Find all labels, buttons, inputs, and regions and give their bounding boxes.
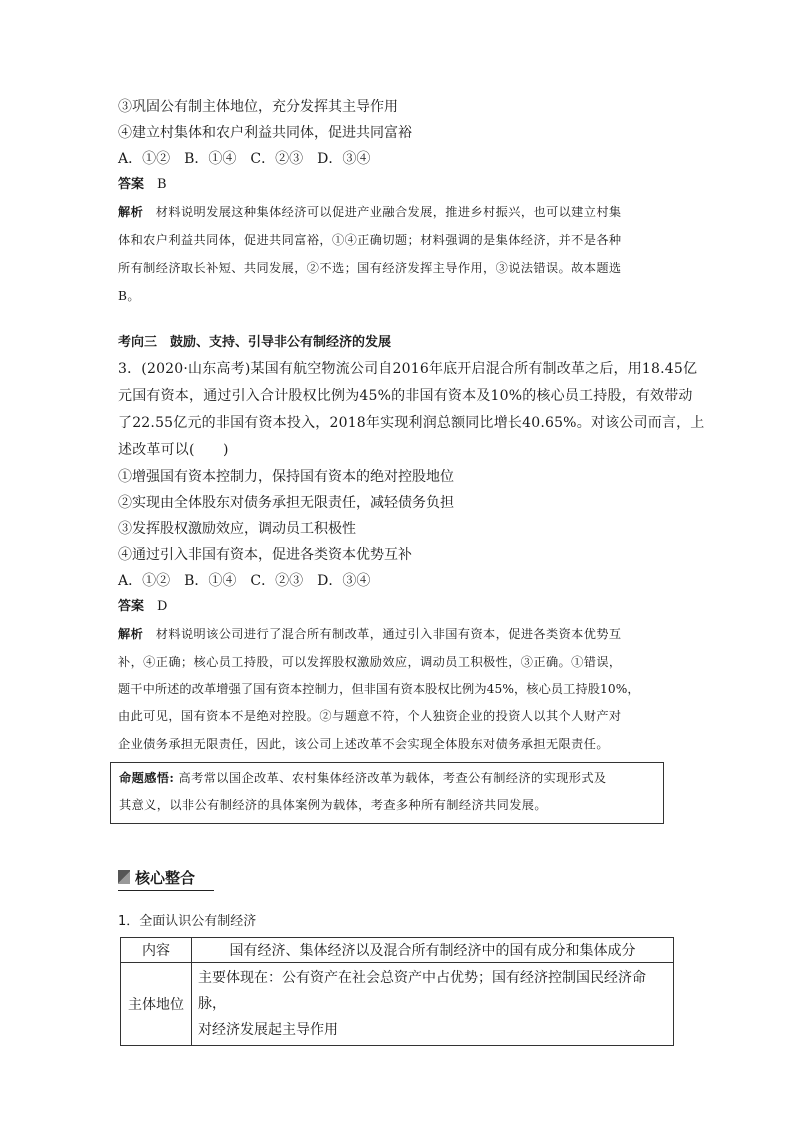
public-ownership-table [120, 937, 674, 1046]
explanation-line: 题干中所述的改革增强了国有资本控制力，但非国有资本股权比例为45%，核心员工持股10%， [118, 682, 640, 696]
table-row [121, 963, 674, 1046]
question-line: 元国有资本，通过引入合计股权比例为45%的非国有资本及10%的核心员工持股，有效带动 [118, 388, 693, 404]
question-option: ①增强国有资本控制力，保持国有资本的绝对控股地位 [118, 469, 454, 485]
answer-row [118, 172, 678, 198]
table-cell: 主要体现在：公有资产在社会总资产中占优势；国有经济控制国民经济命脉， 对经济发展起主导作用 [192, 963, 674, 1046]
explanation-line: B。 [118, 289, 140, 303]
explanation-line: 由此可见，国有资本不是绝对控股。②与题意不符，个人独资企业的投资人以其个人财产对 [118, 709, 622, 723]
question-line: 述改革可以( ) [118, 442, 229, 458]
question-option: ④通过引入非国有资本，促进各类资本优势互补 [118, 547, 412, 563]
section-title: 考向三 鼓励、支持、引导非公有制经济的发展 [118, 335, 392, 350]
explanation-line: 体和农户利益共同体，促进共同富裕，①④正确切题；材料强调的是集体经济，并不是各种 [118, 233, 622, 247]
insight-line: 其意义，以非公有制经济的具体案例为载体，考查多种所有制经济共同发展。 [119, 798, 547, 812]
explanation-line: 企业债务承担无限责任，因此，该公司上述改革不会实现全体股东对债务承担无限责任。 [118, 737, 609, 751]
core-section-header [118, 864, 214, 891]
insight-label: 命题感悟: [119, 771, 175, 785]
answer-label: 答案 [118, 177, 145, 192]
explanation-label: 解析 [118, 205, 144, 219]
explanation-line: 解析 材料说明该公司进行了混合所有制改革，通过引入非国有资本，促进各类资本优势互 [118, 627, 622, 641]
core-section-title: 核心整合 [135, 868, 196, 887]
answer-choices: A．①② B．①④ C．②③ D．③④ [118, 151, 371, 167]
explanation-line: 补，④正确；核心员工持股，可以发挥股权激励效应，调动员工积极性，③正确。①错误， [118, 655, 622, 669]
answer-label: 答案 [118, 599, 145, 614]
answer-value: B [157, 177, 167, 192]
answer-choices: A．①② B．①④ C．②③ D．③④ [118, 573, 371, 589]
insight-line: 命题感悟: 高考常以国企改革、农村集体经济改革为载体，考查公有制经济的实现形式及 [119, 771, 607, 785]
document-page [118, 94, 705, 1046]
section-marker-icon [118, 870, 130, 884]
explanation-label: 解析 [118, 627, 144, 641]
table-header-cell: 国有经济、集体经济以及混合所有制经济中的国有成分和集体成分 [192, 938, 674, 963]
insight-box [110, 762, 664, 824]
question-option: ②实现由全体股东对债务承担无限责任，减轻债务负担 [118, 495, 454, 511]
option-4: ④建立村集体和农户利益共同体，促进共同富裕 [118, 125, 412, 141]
option-3: ③巩固公有制主体地位，充分发挥其主导作用 [118, 99, 398, 115]
core-subtitle: 1．全面认识公有制经济 [118, 914, 257, 929]
table-header-cell: 内容 [121, 938, 192, 963]
answer-row [118, 594, 678, 620]
question-option: ③发挥股权激励效应，调动员工积极性 [118, 521, 356, 537]
answer-value: D [157, 599, 168, 614]
question-line: 3．(2020·山东高考)某国有航空物流公司自2016年底开启混合所有制改革之后，用18.45亿 [118, 361, 698, 377]
explanation-line: 解析 材料说明发展这种集体经济可以促进产业融合发展，推进乡村振兴，也可以建立村集 [118, 205, 622, 219]
table-header-row [121, 938, 674, 963]
table-row-label: 主体地位 [121, 963, 192, 1046]
explanation-line: 所有制经济取长补短、共同发展，②不选；国有经济发挥主导作用，③说法错误。故本题选 [118, 261, 622, 275]
question-line: 了22.55亿元的非国有资本投入，2018年实现利润总额同比增长40.65%。对该公司而言，上 [118, 415, 705, 431]
